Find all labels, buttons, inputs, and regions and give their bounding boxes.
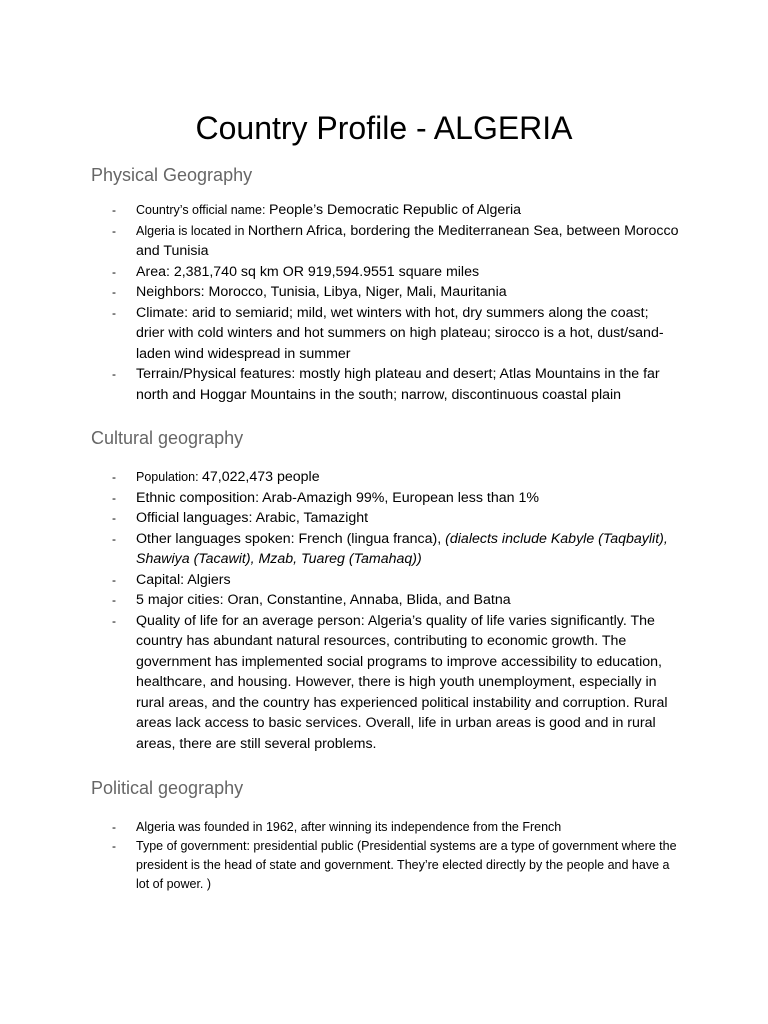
bullet-marker: -	[112, 593, 116, 607]
bullet-marker: -	[112, 839, 116, 853]
list-item	[0, 611, 768, 755]
list-item	[0, 570, 768, 591]
item-text: Terrain/Physical features: mostly high plateau and desert; Atlas Mountains in the far north and Hoggar Mountains in the south; narrow, discontinuous coastal plain	[136, 366, 660, 403]
item-text: Capital: Algiers	[136, 571, 231, 588]
section-heading-physical: Physical Geography	[91, 165, 253, 185]
item-text: Type of government: presidential public (Presidential systems are a type of government where the president is the head of state and government. They’re elected directly by the people and have a lot of power. )	[136, 839, 677, 891]
bullet-marker: -	[112, 223, 116, 238]
item-text: Algeria was founded in 1962, after winning its independence from the French	[136, 820, 562, 834]
item-text: Ethnic composition: Arab-Amazigh 99%, European less than 1%	[136, 489, 539, 506]
list-item	[0, 488, 768, 509]
bullet-marker: -	[112, 470, 116, 484]
bullet-marker: -	[112, 572, 116, 587]
bullet-marker: -	[112, 613, 116, 628]
bullet-marker: -	[112, 285, 116, 299]
bullet-marker: -	[112, 264, 116, 279]
list-item	[0, 282, 768, 303]
item-italic-text: (dialects include Kabyle (Taqbaylit), Shawiya (Tacawit), Mzab, Tuareg (Tamahaq))	[136, 530, 668, 567]
list-item	[0, 590, 768, 611]
list-item	[0, 818, 768, 837]
item-text: Quality of life for an average person: Algeria’s quality of life varies significantly. The country has abundant natural resources, contributing to economic growth. The government has implemented social programs to improve accessibility to education, healthcare, and housing. However, there is high youth unemployment, especially in rural areas, and the country has experienced political instability and corruption. Rural areas lack access to basic services. Overall, life in urban areas is good and in rural areas, there are still several problems.	[136, 612, 668, 752]
list-item	[0, 262, 768, 283]
list-item	[0, 467, 768, 488]
item-lead: Country’s official name:	[136, 203, 269, 217]
list-item	[0, 529, 768, 570]
bullet-marker: -	[112, 820, 116, 834]
list-item	[0, 837, 768, 894]
bullet-marker: -	[112, 511, 116, 525]
item-text: Other languages spoken: French (lingua franca),	[136, 530, 446, 547]
item-text: Neighbors: Morocco, Tunisia, Libya, Niger, Mali, Mauritania	[136, 284, 507, 300]
bullet-marker: -	[112, 367, 116, 381]
item-text: People’s Democratic Republic of Algeria	[268, 202, 522, 218]
item-text: 5 major cities: Oran, Constantine, Annaba, Blida, and Batna	[136, 592, 511, 608]
list-item	[0, 221, 768, 262]
item-text: Area: 2,381,740 sq km OR 919,594.9551 square miles	[136, 263, 480, 280]
bullet-marker: -	[112, 531, 116, 546]
item-text: Official languages: Arabic, Tamazight	[136, 510, 369, 526]
item-lead: Population:	[136, 470, 203, 484]
list-item	[0, 303, 768, 365]
page-title: Country Profile - ALGERIA	[195, 110, 573, 146]
cultural-list	[0, 467, 768, 754]
section-heading-political: Political geography	[91, 778, 244, 798]
bullet-marker: -	[112, 490, 116, 505]
list-item	[0, 508, 768, 529]
list-item	[0, 364, 768, 405]
item-text: Climate: arid to semiarid; mild, wet winters with hot, dry summers along the coast; drier with cold winters and hot summers on high plateau; sirocco is a hot, dust/sand-laden wind widespread in summer	[136, 304, 664, 362]
item-text: 47,022,473 people	[202, 469, 320, 485]
item-text: Northern Africa, bordering the Mediterranean Sea, between Morocco and Tunisia	[136, 222, 679, 259]
physical-list	[0, 200, 768, 405]
bullet-marker: -	[112, 203, 116, 217]
item-lead: Algeria is located in	[136, 223, 248, 238]
list-item	[0, 200, 768, 221]
bullet-marker: -	[112, 305, 116, 320]
section-heading-cultural: Cultural geography	[91, 428, 244, 448]
political-list	[0, 818, 768, 894]
